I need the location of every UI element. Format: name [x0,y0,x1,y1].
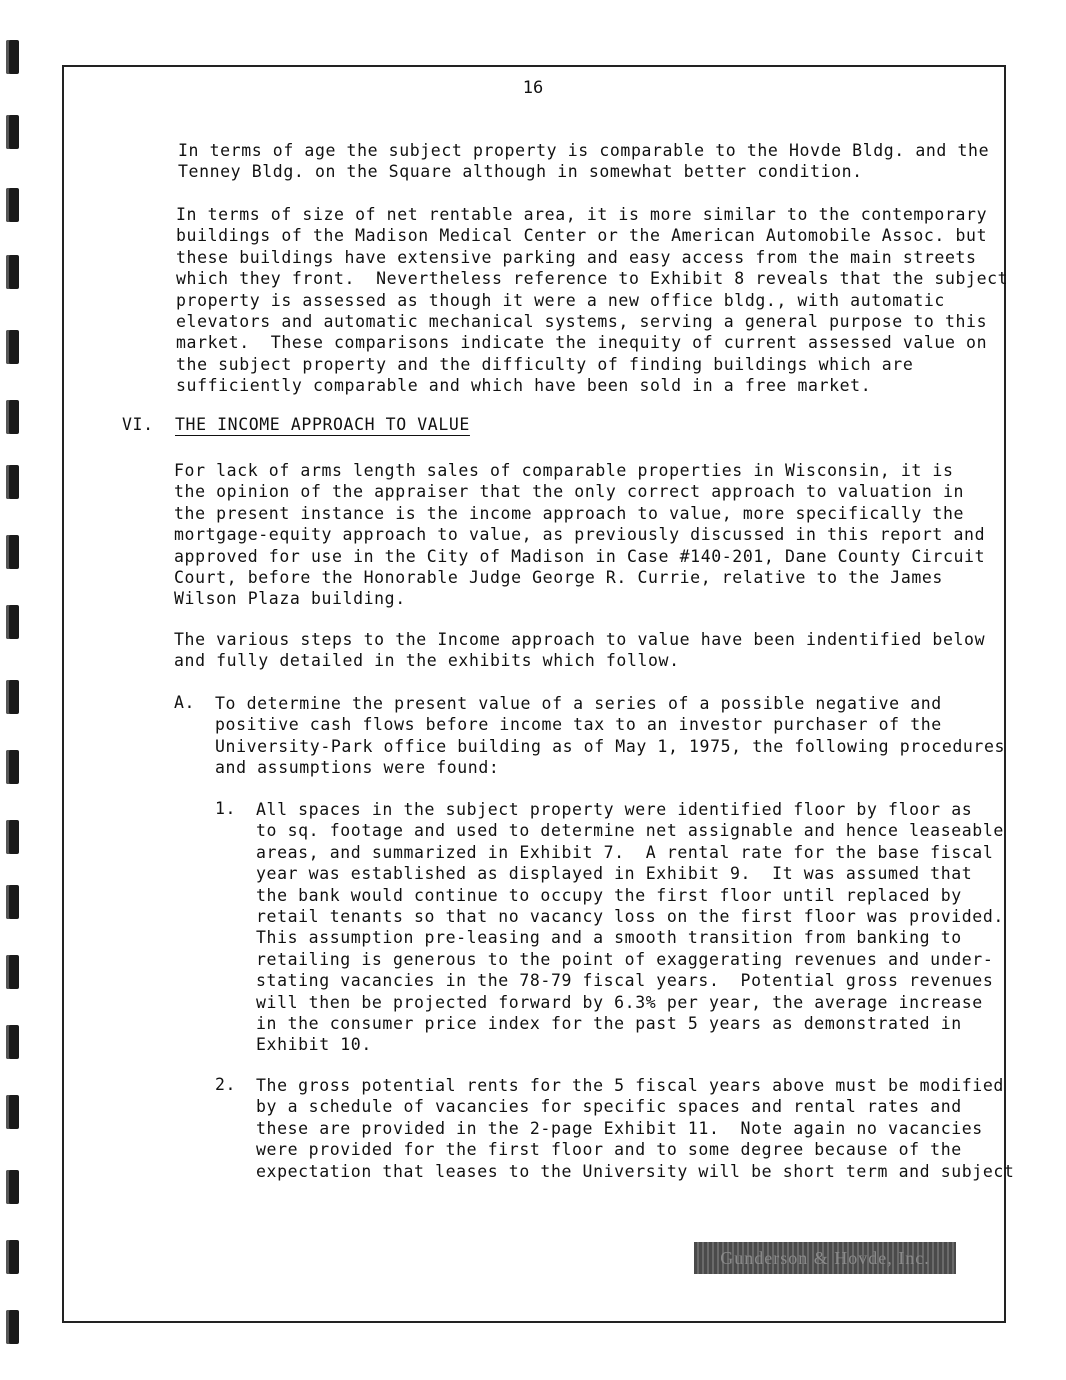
binder-hole [6,1240,19,1274]
binder-hole [6,330,19,364]
binder-hole [6,680,19,714]
paragraph-income-approach: For lack of arms length sales of comparable properties in Wisconsin, it is the opinion of the appraiser that the only correct approach to valuation in the present instance is the income approach to value, more specifically the mortgage-equity approach to value, as previously discussed in this report and approved for use in the City of Madison in Case #140-201, Dane County Circuit Court, before the Honorable Judge George R. Currie, relative to the James Wilson Plaza building. [174,461,986,609]
item-1-marker: 1. [215,799,237,818]
paragraph-size-comparison: In terms of size of net rentable area, it is more similar to the contemporary buildings of the Madison Medical Center or the American Automobile Assoc. but these buildings have extensive parking and easy access from the main streets which they front. Nevertheless reference to Exhibit 8 reveals that the subject property is assessed as though it were a new office bldg., with automatic elevators and automatic mechanical systems, serving a general purpose to this market. These comparisons indicate the inequity of current assessed value on the subject property and the difficulty of finding buildings which are sufficiently comparable and which have been sold in a free market. [176,205,1009,396]
binder-hole [6,820,19,854]
binder-hole [6,40,19,74]
binder-hole [6,400,19,434]
binder-hole [6,1170,19,1204]
binder-hole [6,1095,19,1129]
binder-hole [6,750,19,784]
binder-hole [6,955,19,989]
binder-hole [6,255,19,289]
item-a-marker: A. [174,693,196,712]
paragraph-age-comparison: In terms of age the subject property is comparable to the Hovde Bldg. and the Tenney Bldg. on the Square although in somewhat better condition. [178,141,990,182]
binder-holes [6,0,24,1380]
section-title: THE INCOME APPROACH TO VALUE [175,415,470,434]
binder-hole [6,115,19,149]
item-2-text: The gross potential rents for the 5 fiscal years above must be modified by a schedule of vacancies for specific spaces and rental rates and these are provided in the 2-page Exhibit 11. Note again no vacancies were provided for the first floor and to some degree because of the expectation that leases to the University will be short term and subject [256,1076,1015,1181]
binder-hole [6,885,19,919]
item-2-marker: 2. [215,1075,237,1094]
binder-hole [6,1310,19,1344]
firm-stamp: Gunderson & Hovde, Inc. [694,1242,956,1274]
page-number: 16 [522,78,544,98]
paragraph-steps: The various steps to the Income approach to value have been indentified below and fully detailed in the exhibits which follow. [174,630,986,671]
binder-hole [6,1025,19,1059]
binder-hole [6,535,19,569]
item-1-text: All spaces in the subject property were identified floor by floor as to sq. footage and used to determine net assignable and hence leaseable areas, and summarized in Exhibit 7. A rental rate for the base fiscal year was established as displayed in Exhibit 9. It was assumed that the bank would continue to occupy the first floor until replaced by retail tenants so that no vacancy loss on the first floor was provided. This assumption pre-leasing and a smooth transition from banking to retailing is generous to the point of exaggerating revenues and under- stating vacancies in the 78-79 fiscal years. Potential gross revenues will then be projected forward by 6.3% per year, the average increase in the consumer price index for the past 5 years as demonstrated in Exhibit 10. [256,800,1004,1055]
section-number: VI. [122,415,154,434]
binder-hole [6,605,19,639]
binder-hole [6,188,19,222]
item-a-text: To determine the present value of a series of a possible negative and positive cash flows before income tax to an investor purchaser of the University-Park office building as of May 1, 1975, the following procedures and assumptions were found: [215,694,1006,778]
binder-hole [6,465,19,499]
